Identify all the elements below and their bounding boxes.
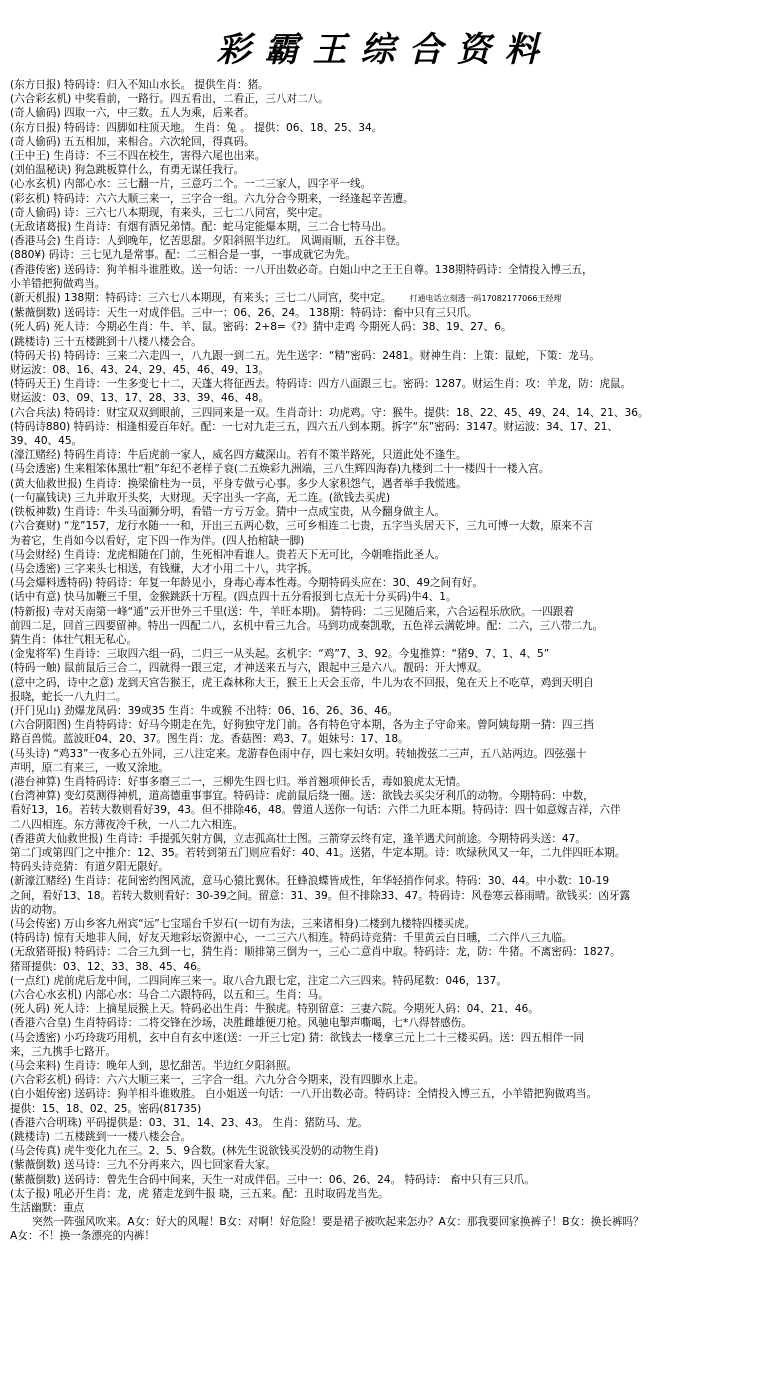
text-line: (六合彩玄机) 码诗：六六大顺三来一，三字合一组。六九分合今期来，没有四脚水上走。 <box>10 1074 425 1087</box>
text-line: (六合彩玄机) 中奖看前，一路行。四五看出，二看正，三八对二八。 <box>10 93 329 106</box>
text-line: 前四二足，回首三四要留神。特出一四配二八，玄机中看三九合。马到功成奏凯歌，五色祥云满乾坤。配：二六，三八带二九。 <box>10 619 604 632</box>
text-line: (马会财经) 生肖诗：龙虎相随在门前，生死相冲看谁人。贵若天下无可比，今朝唯指此圣人。 <box>10 548 446 561</box>
joke-line: A女：不！换一条漂亮的内裤！ <box>10 1230 155 1243</box>
text-line: (死人码) 死人诗：今期必生肖：牛、羊、鼠。密码：2+8=《?》猜中走鸡 今期死人码：38、19、27、6。 <box>10 321 512 334</box>
text-line: (特码天书) 特码诗：三来二六走四一，八九跟一到二五。先生送字：“精”密码：2481。财神生肖：上策：鼠蛇，下策：龙马。 <box>10 349 600 362</box>
page-title: 彩霸王综合资料 <box>216 30 553 70</box>
contact-note: 打通电话立刻透一码17082177066王经理 <box>409 294 562 304</box>
text-line: (无敌猪哥报) 特码诗：二合三九到一七，猜生肖：顺排第三倒为一，三心二意肖中取。特码诗：龙，防：牛猪。不离密码：1827。 <box>10 946 621 959</box>
text-line: 财运波：08、16、43、24、29、45、46、49、13。 <box>10 364 270 377</box>
text-line: (王中王) 生肖诗：不三不四在校生，害得六尾也出来。 <box>10 150 266 163</box>
text-line: (紫薇倒数) 送码诗：曾先生合码中间来，天生一对成伴侣。三中一：06、26、24。 特码诗： 畜中只有三只爪。 <box>10 1173 535 1186</box>
text-line: (开门见山) 劲爆龙凤码：39或35 生肖：牛或猴 不出特：06、16、26、36、46。 <box>10 704 399 717</box>
text-line: 提供：15、18、02、25。密码(81735) <box>10 1102 202 1115</box>
text-line: (无敌诸葛报) 生肖诗：有烟有酒兄弟情。配：蛇马定能爆本期，三二合七特马出。 <box>10 221 393 234</box>
text-line: 之间，看好13、18。若转大数则看好：30-39之间。留意：31、39。但不排除33、47。特码诗：风卷寒云暮雨晴。欲钱买：凶牙露 <box>10 889 631 902</box>
text-line: (奇人偷码) 五五相加，来相合。六次轮回，得真码。 <box>10 135 255 148</box>
joke-line: 突然一阵强风吹来。A女：好大的风喔！B女：对啊！好危险！要是裙子被吹起来怎办？A女：那我要回家换裤子！B女：换长裤吗？ <box>32 1216 644 1229</box>
text-line: 小羊错把狗做鸡当。 <box>10 277 106 290</box>
text-line: (特码一触) 鼠前鼠后三合二，四就得一跟三定，才神送来五与六，跟起中三是六八。靓码：开大博双。 <box>10 662 488 675</box>
text-line: 看好13，16。若转大数则看好39，43。但不排除46，48。曾道人送你一句话：六伴二九旺本期。特码诗：四十如意嫁吉祥，六伴 <box>10 804 621 817</box>
text-line: 39、40、45。 <box>10 435 83 448</box>
text-line: (港台神算) 生肖特码诗：好事多磨三二一，三柳先生四七归。举首翘项伸长舌，毒如狼虎太无情。 <box>10 775 467 788</box>
text-line: (奇人偷码) 诗：三六七八本期现，有来头，三七二八同宫，奖中定。 <box>10 206 329 219</box>
text-line: (太子报) 吼必开生肖：龙，虎 猪走龙到牛报 晓，三五来。配：丑时取码龙当先。 <box>10 1187 389 1200</box>
text-line: (马会传密) 万山乡客九州宾“远”七宝瑶台千岁石(一切有为法，三来诸相身)二楼到九楼特四楼买虎。 <box>10 917 476 930</box>
text-line: (香港传密) 送码诗：狗羊相斗谁胜败。送一句话：一八开出数必奇。白姐山中之王王自尊。138期特码诗：全情投入博三五， <box>10 263 593 276</box>
text-line: 报晓，蛇长一八九归二。 <box>10 690 127 703</box>
text-line: 猜生肖：体壮气粗无私心。 <box>10 633 138 646</box>
text-line: (东方日报) 特码诗：四脚如柱顶天地。 生肖：兔 。 提供：06、18、25、34。 <box>10 121 383 134</box>
text-line: (马会来料) 生肖诗：晚年人到，思忆甜苦。半边红夕阳斜照。 <box>10 1060 298 1073</box>
text-line: (香港六合明珠) 平码提供是：03、31、14、23、43。 生肖：猪防马、龙。 <box>10 1116 368 1129</box>
text-line: (一句赢钱诀) 三九并取开头奖，大财现。天字出头一字高，无二连。(欲钱去买虎) <box>10 491 391 504</box>
text-line: (新濠江赌经) 生肖诗：花间密约图风流，意马心猿比翼休。狂蜂浪蝶皆成性，年华轻捎作何求。特码：30、44。中小数：10-19 <box>10 875 610 888</box>
text-line: 二八四相连。东方薄夜冷千秋，一八二九六相连。 <box>10 818 244 831</box>
text-line: (紫薇倒数) 送码诗：天生一对成伴侣。三中一：06、26、24。 138期：特码诗：畜中只有三只爪。 <box>10 307 478 320</box>
text-line: (濠江赌经) 特码生肖诗：牛后虎前一家人，威名四方藏深山。若有不策半路死，只道此处不逢生。 <box>10 449 467 462</box>
text-line: (马会爆料透特码) 特码诗：年复一年龄见小，身毒心毒本性毒。今期特码头应在：30、49之间有好。 <box>10 577 483 590</box>
text-line: (意中之码，诗中之意) 龙到天宫告猴王，虎王森林称大王，猴王上天会玉帝，牛儿为农不回报，兔在天上不吃草，鸡到天明自 <box>10 676 594 689</box>
text-line: 特码头诗竞猜：有道夕阳无限好。 <box>10 861 169 874</box>
text-line: (紫薇倒数) 送马诗：三九不分再来六，四七回家看大家。 <box>10 1159 276 1172</box>
text-line: (香港马会) 生肖诗：人到晚年，忆苦思甜。夕阳斜照半边红。 风调雨顺，五谷丰登。 <box>10 235 407 248</box>
text-line: (马会透密) 三字来头七相送，有钱赚，大才小用二十八，共字拆。 <box>10 562 319 575</box>
text-line: 为着它，生肖如今以看好，定下四一作为伴。(四人抬棺缺一脚) <box>10 534 305 547</box>
text-line: (马会透密) 小巧玲珑巧用机，玄中自有玄中迷(送：一开三七定) 猜：欲钱去一楼拿三元上二十三楼买码。送：四五相伴一同 <box>10 1031 585 1044</box>
text-line: (死人码) 死人诗：上摘星辰猴上天。特码必出生肖：牛猴虎。特别留意：三妻六院。今期死人码：04、21、46。 <box>10 1003 539 1016</box>
text-line: (一点红) 虎前虎后龙中间，二四同库三来一。取八合九跟七定，注定二六三四来。特码尾数：046，137。 <box>10 974 508 987</box>
text-line: 路百兽慌。蓝波旺04、20、37。图生肖：龙。香菇图：鸡3、7。姐妹号：17、18。 <box>10 733 409 746</box>
text-line: 猪哥提供：03、12、33、38、45、46。 <box>10 960 208 973</box>
text-line: 声明，原二有来三，一败又涂地。 <box>10 761 169 774</box>
text-line: (铁板神数) 生肖诗：牛头马面狮分明，看错一方亏万金。猜中一点成宝贵，从今翻身做主人。 <box>10 506 446 519</box>
text-line: 生活幽默：重点 <box>10 1202 85 1215</box>
text-line: (香港黄大仙救世报) 生肖诗：手提弧矢射方偶，立志孤高壮士图。三箭穿云终有定，逢羊遇犬问前途。今期特码头送：47。 <box>10 832 586 845</box>
text-line: (六合兵法) 特码诗：财宝双双到眼前，三四同来是一双。生肖奇计：功虎鸡。守：猴牛。提供：18、22、45、49、24、14、21、36。 <box>10 406 649 419</box>
text-line: (六合赛财) “龙”157，龙行水随一一和，开出三五两心数，三可乡相连二七贵，五字当头居天下，三九可博一大数，原来不言 <box>10 520 594 533</box>
text-line: (彩玄机) 特码诗：六六大顺三来一，三字合一组。六九分合今期来，一经逢起辛苦遭。 <box>10 192 414 205</box>
text-line: 齿的动物。 <box>10 903 63 916</box>
text-line: (特新报) 寺对天南第一峰“通”云开世外三千里(送：牛，羊旺本期)。 猜特码：二三见随后来，六合运程乐欣欣。一四跟着 <box>10 605 574 618</box>
text-line: (台湾神算) 变幻莫测得神机，道高德重事事宜。特码诗：虎前鼠后绕一圈。送：欲钱去买尖牙利爪的动物。今期特码：中数， <box>10 790 594 803</box>
text-line: (跳楼诗) 二五楼跳到一一楼八楼会合。 <box>10 1131 192 1144</box>
text-line: (六合阴阳图) 生肖特码诗：好马今期走在先，好狗独守龙门前。各有特色守本期，各为主子守命来。曾阿姨每期一猜：四三挡 <box>10 719 594 732</box>
text-line: (马头诗) “鸡33”一夜多心五外同，三八注定来。龙游春色雨中存，四七来妇女明。转轴拨弦二三声，五八站两边。四弦强十 <box>10 747 587 760</box>
text-line: 来，三九携手七路开。 <box>10 1045 116 1058</box>
text-line: (特码诗880) 特码诗：相逢相爱百年好。配：一七对九走三五，四六五八到本期。拆字“东”密码：3147。财运波：34、17、21、 <box>10 420 619 433</box>
text-line: (白小姐传密) 送码诗：狗羊相斗谁败胜。 白小姐送一句话：一八开出数必奇。特码诗：全情投入博三五，小羊错把狗做鸡当。 <box>10 1088 598 1101</box>
text-line: (马会透密) 生来粗笨体黑壮“粗”年纪不老样子衰(二五焕彩九洲端，三八生辉四海春)九楼到二十一楼四十一楼入宫。 <box>10 463 550 476</box>
text-line: (心水玄机) 内部心水：三七翻一片，三意巧二个。一二三家人，四字平一线。 <box>10 178 372 191</box>
text-line: (东方日报) 特码诗：归入不知山水长。 提供生肖：猪。 <box>10 79 269 91</box>
text-line: (黄大仙救世报) 生肖诗：换梁偷柱为一员，平身专做亏心事。多少人家积怨气，遇者举手我慌逃。 <box>10 477 467 490</box>
text-line: (跳楼诗) 三十五楼跳到十八楼八楼会合。 <box>10 335 202 348</box>
text-line: (特码诗) 惊有天地非人间，好友天地彩坛资源中心，一二三六八相连。特码诗竞猜：千里黄云白日曛，二六伴八三九临。 <box>10 932 573 945</box>
text-line: (六合心水玄机) 内部心水：马合二六跟特码，以五和三。生肖：马。 <box>10 989 329 1001</box>
text-line: (特码天王) 生肖诗：一生多变七十二，天蓬大将征西去。特码诗：四方八面跟三七。密码：1287。财运生肖：攻：羊龙，防：虎鼠。 <box>10 378 632 391</box>
text-line: (话中有意) 快马加鞭三千里，金猴跳跃十万程。(四点四十五分看报到七点无十分买码)牛4、1。 <box>10 591 457 604</box>
text-line: (金鬼将军) 生肖诗：三取四六组一码，二归三一从头起。玄机字：“鸡”7、3、92。今鬼推算：“猪9、7、1、4、5” <box>10 648 550 661</box>
text-line: (马会传真) 虎牛变化九在三。2、5、9合数。(林先生说欲钱买没奶的动物生肖) <box>10 1145 379 1158</box>
text-line: 财运波：03、09、13、17、28、33、39、46、48。 <box>10 392 270 405</box>
text-line: (香港六合皇) 生肖特码诗：二将交锋在沙场，决胜雌雄便刀枪。风驰电掣声嘶喝，七*八得替感伤。 <box>10 1017 472 1030</box>
text-line: (刘伯温秘诀) 狗急跳板算什么，有勇无谋任我行。 <box>10 164 245 177</box>
content-body <box>10 78 760 1244</box>
text-line: (奇人偷码) 四取一六，中三数。五人为乘，后来者。 <box>10 107 255 120</box>
text-line: (880¥) 码诗：三七见九是常事。配：二三相合是一事，一事成就它为先。 <box>10 249 356 262</box>
text-line: 第二门或第四门之中推介：12、35。若转到第五门则应看好：40、41。送猪，牛定本期。诗：吹绿秋风又一年，二九伴四旺本期。 <box>10 846 626 859</box>
text-line: (新天机报) 138期：特码诗：三六七八本期现，有来头；三七二八同宫，奖中定。 打通电话立刻透一码17082177066王经理 <box>10 292 562 305</box>
